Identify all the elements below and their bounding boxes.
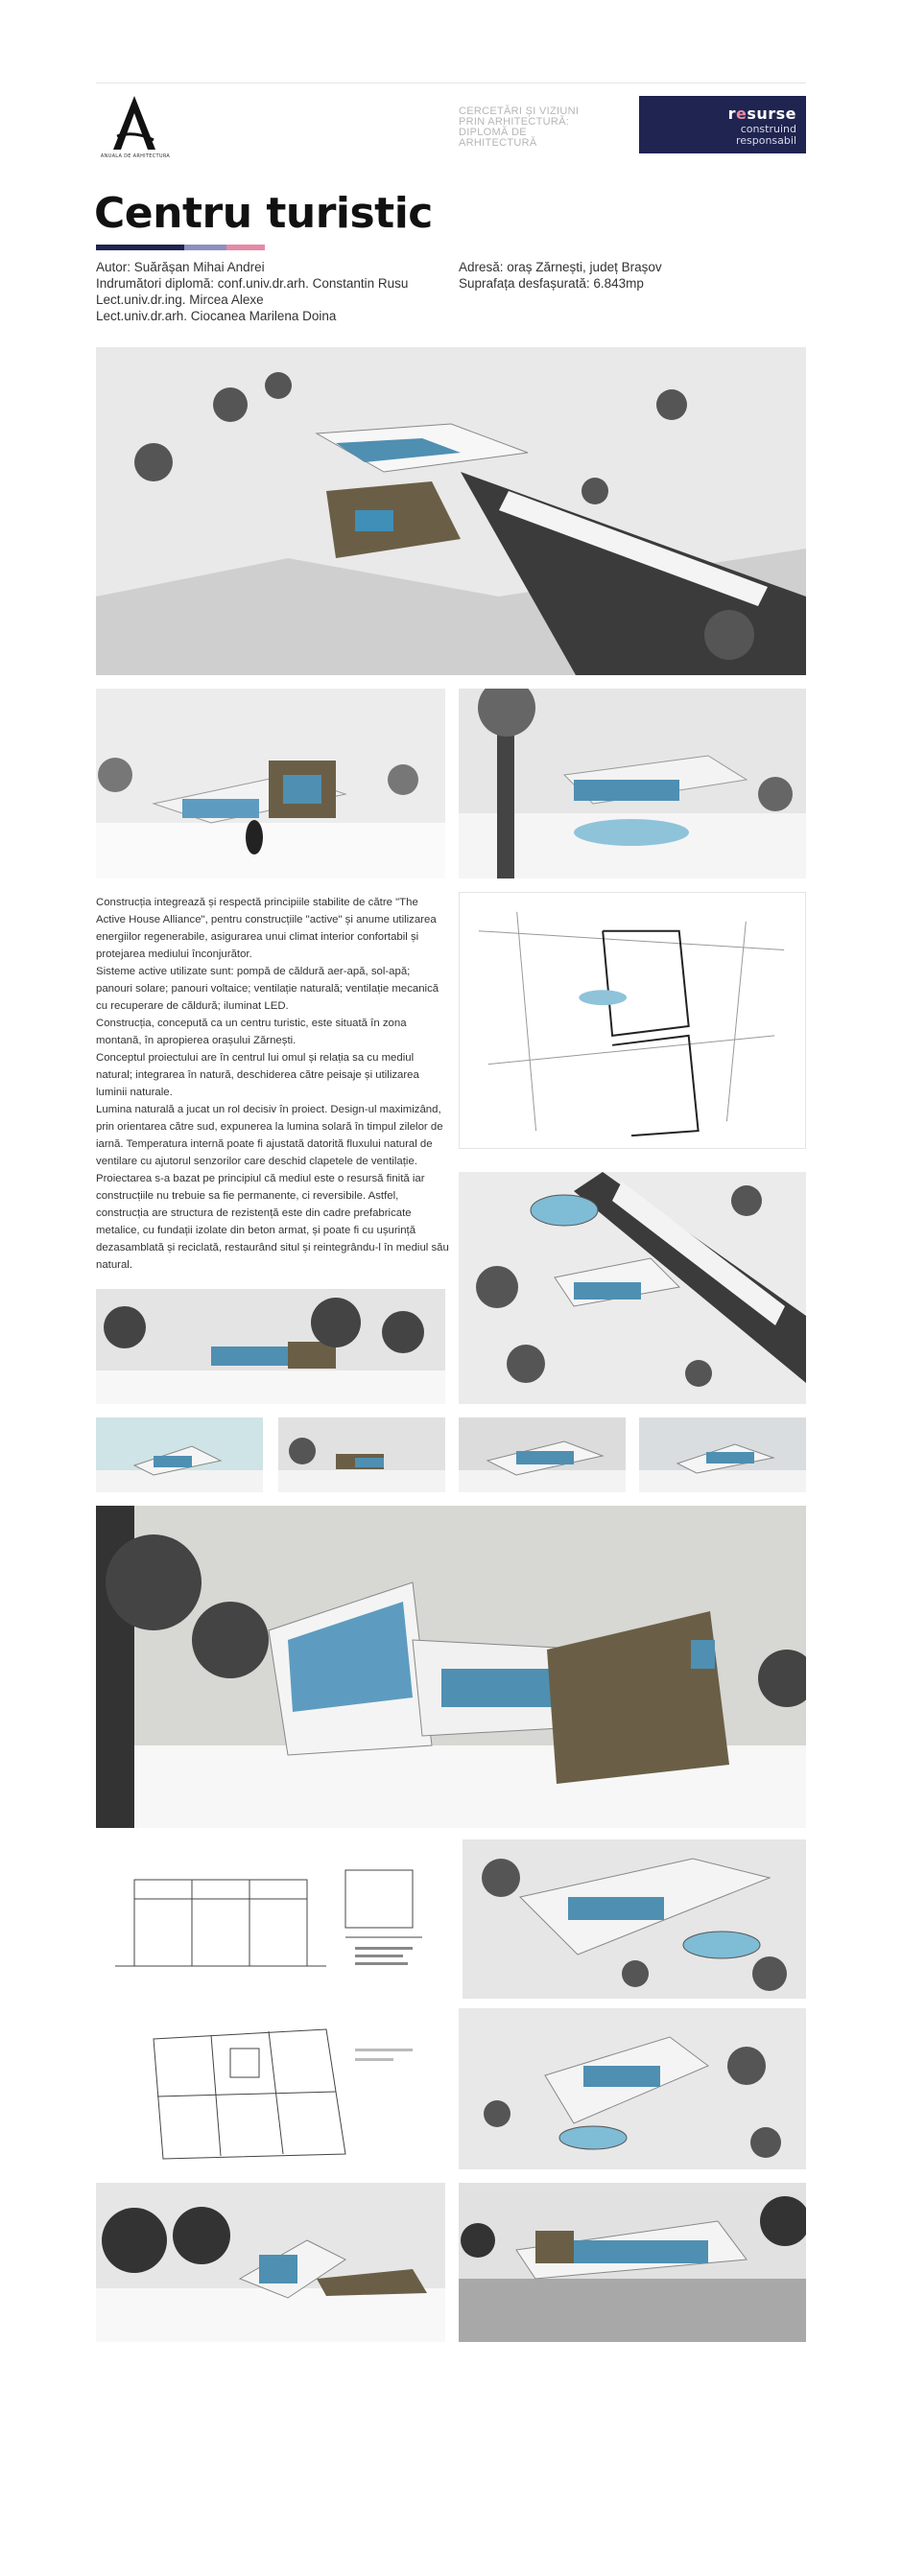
description-paragraph: Construcția, concepută ca un centru turistic, este situată în zona montană, în apropierea orașului Zărnești. [96,1018,407,1046]
aerial-render-3 [459,2008,806,2169]
series-line: DIPLOMĂ DE ARHITECTURĂ [459,127,537,149]
project-description [96,894,449,1274]
advisor: Lect.univ.dr.ing. Mircea Alexe [96,293,264,307]
thumb-render-2 [278,1417,445,1492]
project-info [459,259,804,292]
thumb-render-3 [459,1417,626,1492]
anuala-logo [96,92,173,161]
brand-subtitle-line: responsabil [735,134,796,147]
series-title [459,106,603,149]
aerial-render-pool [459,1172,806,1404]
credits [96,259,461,324]
section-drawing [96,1841,445,1995]
hero-aerial-render [96,347,806,675]
advisor: Lect.univ.dr.arh. Ciocanea Marilena Doina [96,309,337,323]
main-perspective-render [96,1506,806,1828]
advisor: Indrumători diplomă: conf.univ.dr.arh. Constantin Rusu [96,276,409,291]
floor-plan-drawing [96,2010,445,2169]
brand-subtitle-line: construind [740,123,796,135]
winter-render-left [96,2183,445,2342]
winter-render-right [459,2183,806,2342]
title-bar-purple [184,245,226,250]
page-title: Centru turistic [94,189,433,238]
top-rule [96,82,806,83]
description-paragraph: Sisteme active utilizate sunt: pompă de căldură aer-apă, sol-apă; panouri solare; panouri voltaice; ventilație naturală; ventilație mecanică cu recuperare de căldură; iluminat LED. [96,966,439,1012]
title-bar-pink [226,245,265,250]
thumb-render-1 [96,1417,263,1492]
site-plan-drawing [459,892,806,1149]
brand-name [728,105,796,123]
description-paragraph: Construcția integrează și respectă principiile stabilite de către "The Active House Alliance", pentru construcțiile "active" și anume utilizarea energiilor regenerabile, asigurarea unui climat interior confortabil și protejarea mediului înconjurător. [96,897,437,960]
address: Adresă: oraș Zărnești, județ Brașov [459,260,662,274]
description-paragraph: Conceptul proiectului are în centrul lui omul și relația sa cu mediul natural; integrarea în natură, deschiderea către peisaje și utilizarea luminii naturale. [96,1052,419,1098]
winter-render-pool [459,689,806,878]
winter-render-trees [96,1289,445,1404]
aerial-render-2 [463,1839,806,1999]
brand-suffix: surse [747,105,796,123]
logo-caption: ANUALA DE ARHITECTURA [100,153,171,159]
winter-render-person [96,689,445,878]
author: Autor: Suărășan Mihai Andrei [96,260,265,274]
series-line: PRIN ARHITECTURĂ: [459,116,570,128]
title-bar-navy [96,245,184,250]
built-area: Suprafața desfașurată: 6.843mp [459,276,644,291]
resurse-brand-box [639,96,806,153]
brand-subtitle [681,124,796,147]
thumb-render-4 [639,1417,806,1492]
brand-accent: e [735,105,748,123]
description-paragraph: Proiectarea s-a bazat pe principiul că mediul este o resursă finită iar construcțiile nu trebuie sa fie permanente, ci reversibile. Astfel, construcția are structura de rezistență este din cadre prefabricate metalice, cu fundații izolate din beton armat, și poate fi cu ușurință dezasamblată și reciclată, restaurând situl și reintegrându-l în mediul său natural. [96,1173,449,1271]
description-paragraph: Lumina naturală a jucat un rol decisiv în proiect. Design-ul maximizând, prin orientarea către sud, expunerea la lumina solară în timpul zilelor de iarnă. Temperatura internă poate fi ajustată datorită fluxului natural de ventilare cu ajutorul senzorilor care deschid clapetele de ventilație. [96,1104,443,1167]
brand-prefix: r [727,105,736,123]
series-line: CERCETĂRI ȘI VIZIUNI [459,105,580,117]
